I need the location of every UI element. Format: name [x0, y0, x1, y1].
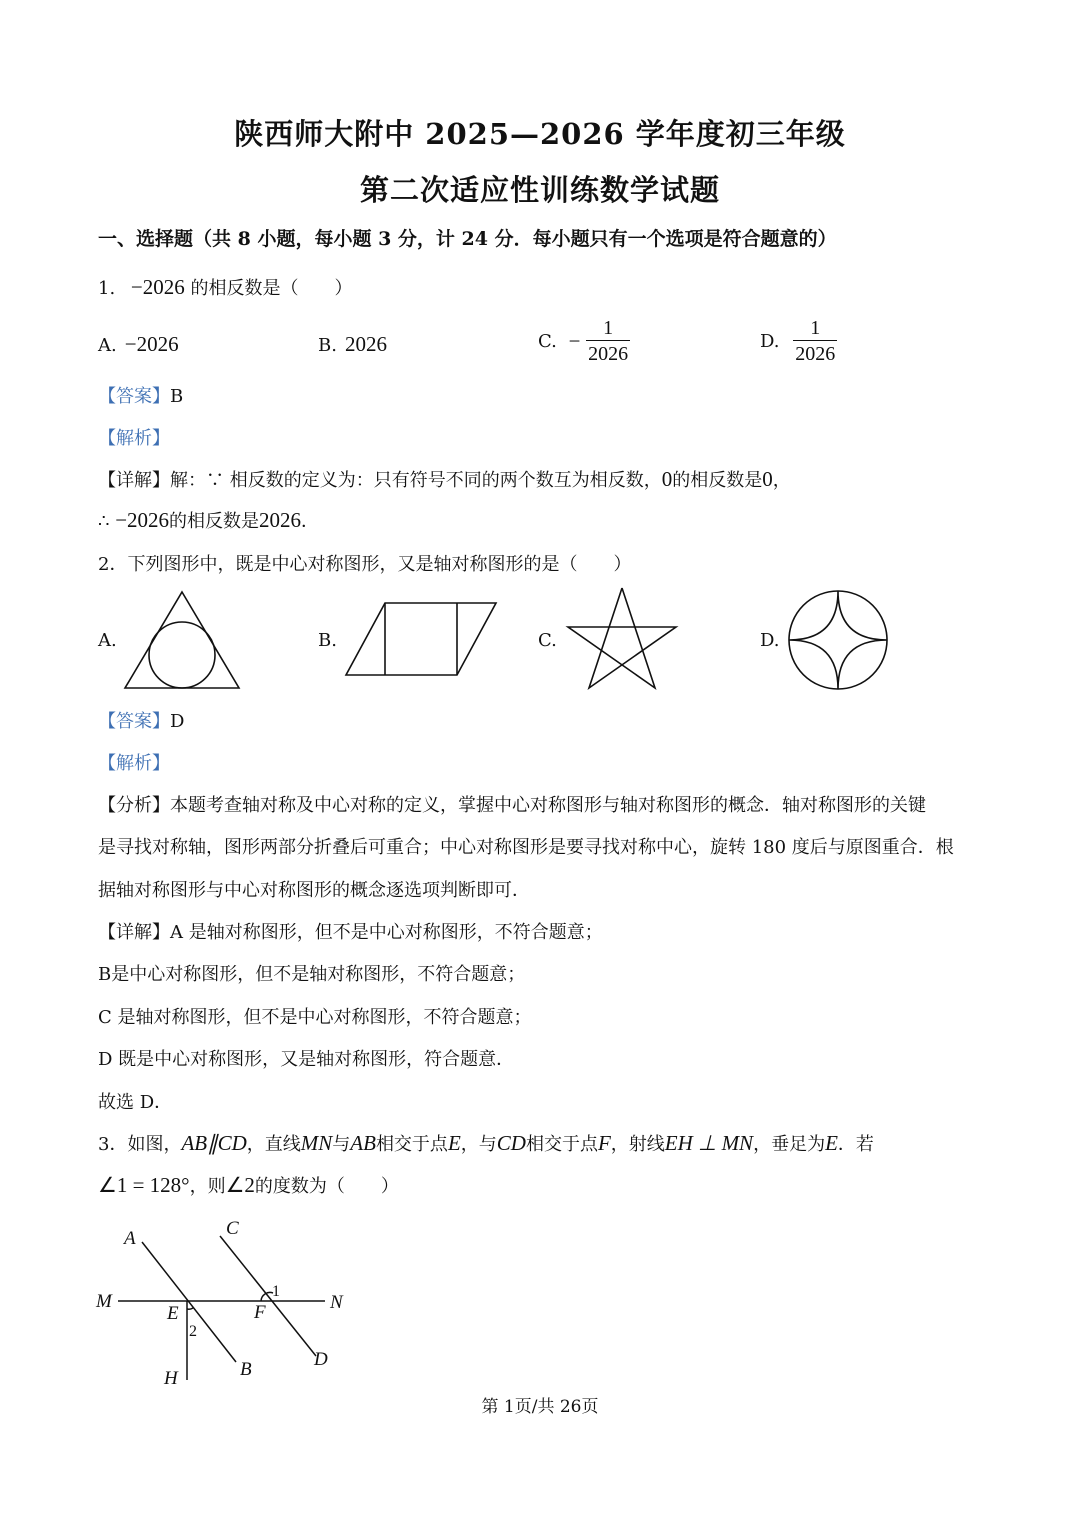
math-expression: ∠2 [225, 1173, 255, 1197]
parallel-lines-figure [90, 1212, 360, 1392]
option-d [760, 316, 837, 367]
option-d-label: D. [760, 630, 780, 651]
question-number: 1. [98, 278, 116, 299]
option-label: B. [318, 335, 337, 356]
option-b-label: B. [318, 630, 337, 651]
angle-2-arc [187, 1308, 193, 1309]
analysis-text: 本题考查轴对称及中心对称的定义，掌握中心对称图形与轴对称图形的概念．轴对称图形的关键 [170, 795, 926, 816]
stem-text: ．若 [837, 1134, 874, 1155]
detail-tag: 【详解】 [98, 470, 170, 491]
stem-text: ，与 [460, 1134, 497, 1155]
detail-text: ， [772, 470, 791, 491]
detail-tag: 【详解】 [98, 922, 170, 943]
math-expression: −2026 [130, 275, 185, 299]
exam-title-line1: 陕西师大附中 2025—2026 学年度初三年级 [234, 117, 846, 151]
section-heading: 一、选择题（共 8 小题，每小题 3 分，计 24 分．每小题只有一个选项是符合题意的） [98, 228, 837, 250]
math-expression: E [447, 1131, 461, 1155]
math-expression: CD [496, 1131, 526, 1155]
math-expression: AB∥CD [181, 1131, 247, 1155]
detail-text: 的相反数是 [672, 470, 763, 491]
answer-line [98, 707, 184, 733]
denominator: 2026 [793, 340, 837, 367]
numerator: 1 [603, 317, 614, 339]
stem-text: ，垂足为 [753, 1134, 826, 1155]
option-value: 2026 [344, 332, 387, 356]
math-expression: F [597, 1131, 611, 1155]
option-c [538, 316, 630, 367]
detail-line-1 [98, 918, 603, 944]
option-label: A. [98, 335, 117, 356]
detail-text: 解：∵ 相反数的定义为：只有符号不同的两个数互为相反数， [170, 470, 662, 491]
math-value: 2026 [259, 508, 302, 532]
stem-text: 相交于点 [525, 1134, 598, 1155]
stem-text: 3．如图， [98, 1134, 182, 1155]
answer-line [98, 382, 183, 408]
option-a [98, 332, 179, 357]
option-value: −2026 [124, 332, 179, 356]
math-value: 0 [661, 467, 673, 491]
answer-tag: 【答案】 [98, 386, 170, 407]
detail-line-5: 故选 D． [98, 1092, 173, 1113]
stem-text: ，直线 [246, 1134, 301, 1155]
parallelogram-figure [343, 600, 499, 678]
page-footer: 第 1页/共 26页 [481, 1397, 599, 1417]
question-3-stem-line2 [98, 1172, 399, 1198]
denominator: 2026 [586, 340, 630, 367]
point-label-h: H [164, 1368, 178, 1389]
point-label-e: E [167, 1303, 179, 1324]
line-ab [142, 1242, 236, 1362]
detail-line-4: D 既是中心对称图形，又是轴对称图形，符合题意． [98, 1049, 515, 1070]
question-2-stem: 2．下列图形中，既是中心对称图形，又是轴对称图形的是（ ） [98, 554, 632, 575]
math-value: 0 [762, 467, 773, 491]
math-value: −2026 [115, 508, 170, 532]
option-a-label: A. [98, 630, 117, 651]
conclusion-line [98, 507, 319, 533]
option-c-label: C. [538, 630, 557, 651]
five-pointed-star-figure [563, 584, 681, 692]
stem-text: 与 [332, 1134, 351, 1155]
stem-text: ，则 [189, 1176, 226, 1197]
therefore-sign: ∴ [98, 511, 116, 532]
analysis-tag: 【解析】 [98, 428, 170, 449]
math-expression: MN [300, 1131, 333, 1155]
point-label-m: M [96, 1291, 112, 1312]
math-expression: ∠1 = 128° [98, 1173, 190, 1197]
detail-text: A 是轴对称图形，但不是中心对称图形，不符合题意； [170, 922, 603, 943]
point-label-n: N [330, 1292, 343, 1313]
triangle-with-incircle-figure [120, 588, 244, 692]
point-label-d: D [314, 1349, 328, 1370]
option-label: D. [760, 331, 780, 352]
answer-tag: 【答案】 [98, 711, 170, 732]
math-expression: EH ⊥ MN [664, 1131, 754, 1155]
question-3-stem-line1 [98, 1130, 874, 1156]
line-cd [220, 1236, 316, 1356]
answer-value: D [170, 711, 185, 732]
question-text: 的相反数是（ ） [190, 278, 353, 299]
circle-with-astroid-figure [786, 588, 890, 692]
detail-line [98, 466, 791, 492]
analysis-sub-tag: 【分析】 [98, 795, 170, 816]
minus-sign: − [568, 329, 581, 353]
stem-text: 相交于点 [375, 1134, 448, 1155]
angle-label-1: 1 [272, 1283, 280, 1300]
analysis-line-3: 据轴对称图形与中心对称图形的概念逐选项判断即可． [98, 880, 530, 901]
point-label-c: C [226, 1218, 239, 1239]
option-label: C. [538, 331, 557, 352]
detail-line-2: B是中心对称图形，但不是轴对称图形，不符合题意； [98, 964, 526, 985]
stem-text: 的度数为（ ） [254, 1176, 399, 1197]
math-expression: AB [350, 1131, 376, 1155]
question-1-stem [98, 274, 353, 300]
exam-title-line2: 第二次适应性训练数学试题 [359, 173, 720, 207]
analysis-line-2: 是寻找对称轴，图形两部分折叠后可重合；中心对称图形是要寻找对称中心，旋转 180 度后与原图重合．根 [98, 837, 954, 858]
analysis-line-1 [98, 791, 926, 817]
answer-value: B [170, 386, 184, 407]
detail-text: 的相反数是 [169, 511, 260, 532]
point-label-b: B [240, 1359, 252, 1380]
analysis-tag: 【解析】 [98, 753, 170, 774]
option-b [318, 332, 387, 357]
numerator: 1 [810, 317, 821, 339]
angle-label-2: 2 [189, 1323, 197, 1340]
point-label-f: F [254, 1302, 266, 1323]
detail-line-3: C 是轴对称图形，但不是中心对称图形，不符合题意； [98, 1007, 532, 1028]
point-label-a: A [124, 1228, 136, 1249]
fraction [793, 316, 837, 367]
stem-text: ，射线 [610, 1134, 665, 1155]
detail-text: ． [301, 511, 320, 532]
math-expression: E [825, 1131, 838, 1155]
fraction [586, 316, 630, 367]
